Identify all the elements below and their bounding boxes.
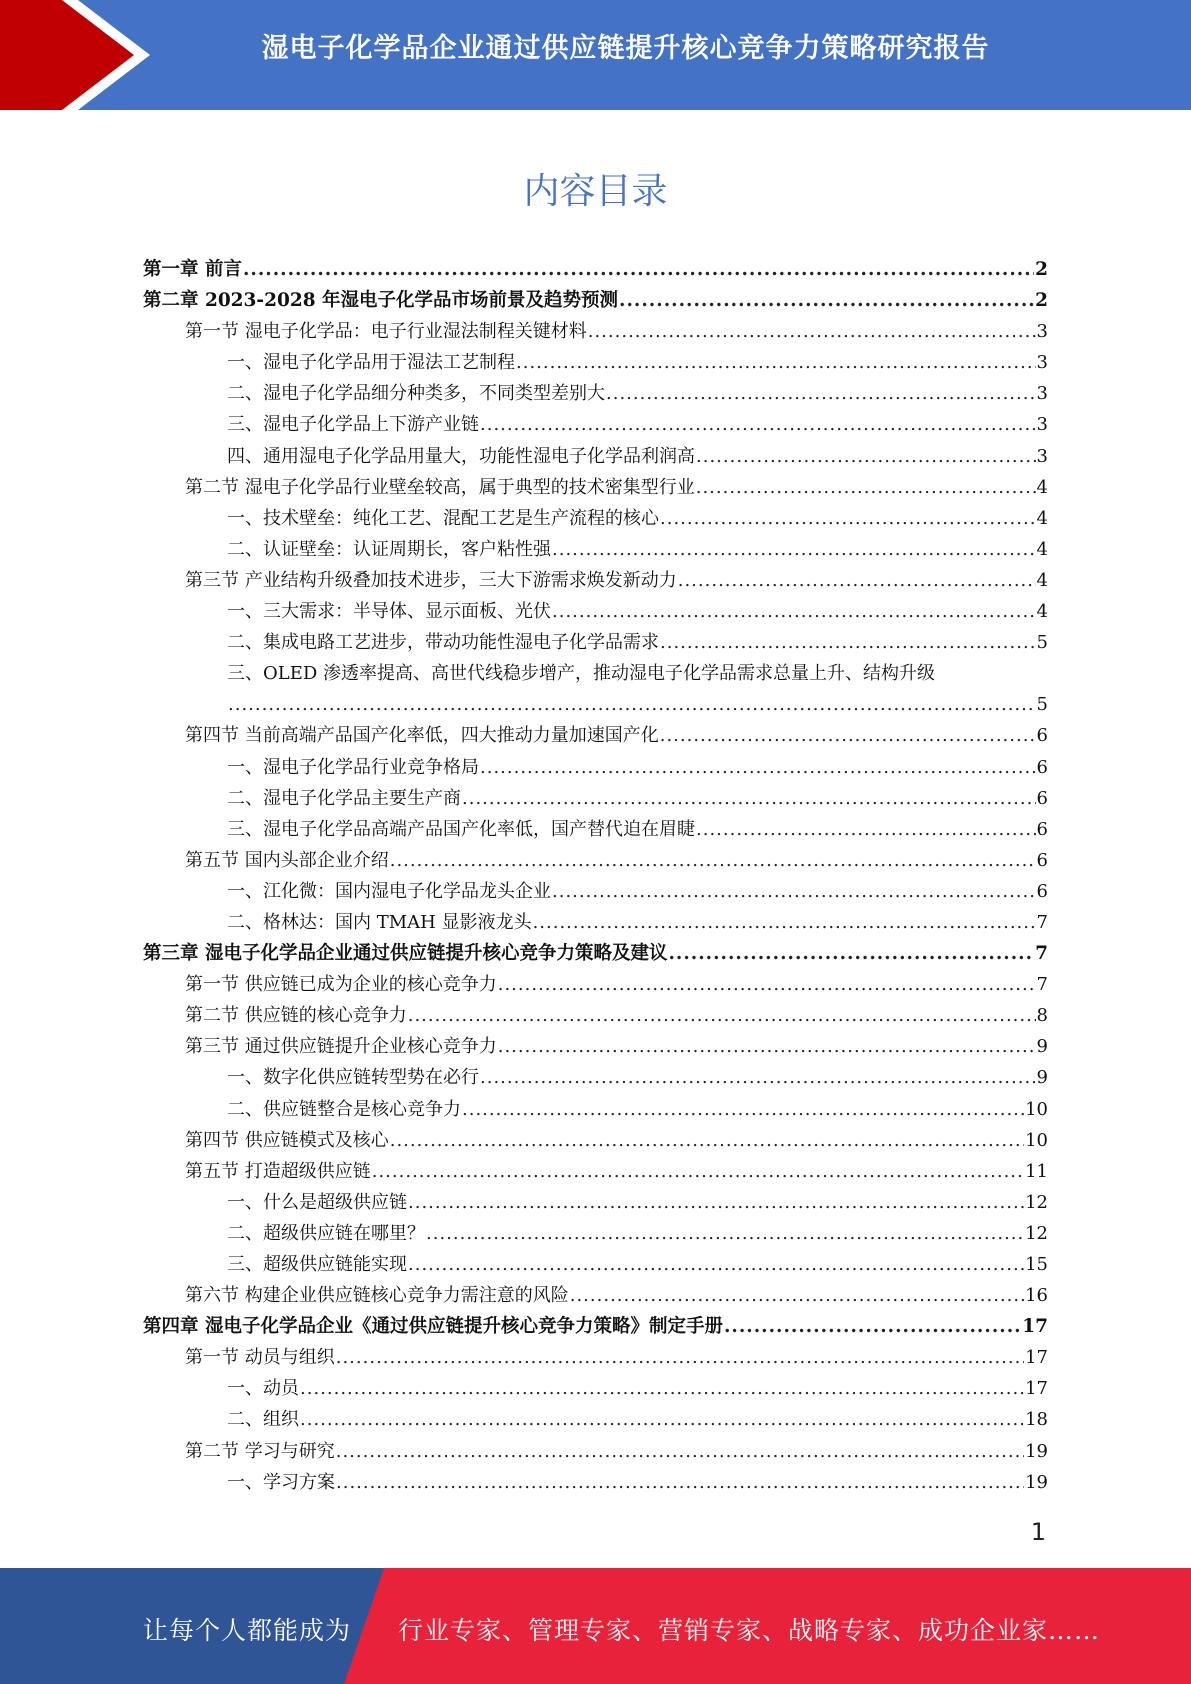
toc-entry[interactable] (143, 534, 1048, 565)
toc-leader-dots (300, 1404, 1024, 1435)
toc-entry[interactable] (143, 378, 1048, 409)
toc-entry[interactable] (143, 1311, 1048, 1342)
toc-entry-text: 第六节 构建企业供应链核心竞争力需注意的风险 (185, 1285, 569, 1307)
toc-entry-text: 第一章 前言 (143, 259, 242, 280)
toc-entry[interactable] (143, 409, 1048, 440)
toc-leader-dots (480, 1062, 1036, 1093)
page-number: 1 (1030, 1518, 1046, 1546)
toc-entry[interactable] (143, 1404, 1048, 1435)
toc-entry[interactable] (143, 1125, 1048, 1156)
toc-entry-text: 二、组织 (227, 1409, 299, 1431)
report-title: 湿电子化学品企业通过供应链提升核心竞争力策略研究报告 (261, 33, 990, 64)
toc-entry-text: 二、格林达：国内 TMAH 显影液龙头 (227, 911, 532, 933)
toc-entry[interactable] (143, 1436, 1048, 1467)
toc-entry-text: 第五节 打造超级供应链 (185, 1160, 371, 1182)
toc-entry-text: 二、供应链整合是核心竞争力 (227, 1098, 461, 1120)
toc-entry[interactable] (143, 1000, 1048, 1031)
toc-leader-dots (696, 814, 1036, 845)
toc-entry-text: 三、湿电子化学品高端产品国产化率低，国产替代迫在眉睫 (227, 818, 695, 840)
toc-leader-dots (480, 409, 1036, 440)
toc-entry-text: 一、湿电子化学品用于湿法工艺制程 (227, 352, 515, 374)
toc-entry[interactable] (143, 441, 1048, 472)
toc-leader-dots (408, 1187, 1024, 1218)
toc-entry[interactable] (143, 472, 1048, 503)
toc-entry[interactable] (143, 503, 1048, 534)
toc-entry-page: 4 (1036, 507, 1048, 529)
toc-entry-text: 第二节 供应链的核心竞争力 (185, 1005, 407, 1027)
toc-entry-page: 17 (1025, 1347, 1048, 1369)
toc-entry-text: 一、湿电子化学品行业竞争格局 (227, 756, 479, 778)
toc-entry-page: 19 (1025, 1471, 1048, 1493)
toc-leader-dots (372, 1156, 1024, 1187)
footer-banner (0, 1568, 1191, 1684)
toc-entry[interactable] (143, 627, 1048, 658)
toc-entry[interactable] (143, 783, 1048, 814)
toc-entry[interactable] (143, 596, 1048, 627)
toc-leader-dots (606, 378, 1036, 409)
toc-entry[interactable] (143, 814, 1048, 845)
toc-entry-page: 10 (1025, 1129, 1048, 1151)
toc-entry[interactable] (143, 1342, 1048, 1373)
toc-entry-page: 3 (1036, 352, 1048, 374)
toc-entry-text: 一、动员 (227, 1378, 299, 1400)
toc-leader-dots (462, 783, 1036, 814)
toc-entry-text: 二、湿电子化学品细分种类多，不同类型差别大 (227, 383, 605, 405)
toc-leader-dots (516, 347, 1036, 378)
toc-entry-page: 12 (1025, 1222, 1048, 1244)
toc-leader-dots (660, 720, 1036, 751)
toc-entry-text: 二、认证壁垒：认证周期长，客户粘性强 (227, 538, 551, 560)
toc-leader-dots (498, 1031, 1036, 1062)
toc-entry[interactable] (143, 1280, 1048, 1311)
toc-entry-text: 第二节 湿电子化学品行业壁垒较高，属于典型的技术密集型行业 (185, 476, 695, 498)
toc-entry-page: 4 (1036, 476, 1048, 498)
toc-entry-text: 三、湿电子化学品上下游产业链 (227, 414, 479, 436)
toc-entry[interactable] (143, 1187, 1048, 1218)
toc-entry-page: 9 (1036, 1067, 1048, 1089)
toc-leader-dots (668, 938, 1034, 969)
toc-leader-dots (336, 1436, 1024, 1467)
toc-entry-text: 二、集成电路工艺进步，带动功能性湿电子化学品需求 (227, 632, 659, 654)
toc-leader-dots (570, 1280, 1024, 1311)
toc-leader-dots (552, 596, 1036, 627)
toc-entry[interactable] (143, 1249, 1048, 1280)
toc-entry-page: 7 (1036, 911, 1048, 933)
toc-leader-dots (390, 1125, 1024, 1156)
toc-entry-text: 第一节 供应链已成为企业的核心竞争力 (185, 974, 497, 996)
toc-entry-text: 第一节 动员与组织 (185, 1347, 335, 1369)
toc-leader-dots (696, 472, 1036, 503)
toc-entry-page: 17 (1022, 1316, 1048, 1338)
toc-entry[interactable] (143, 1373, 1048, 1404)
toc-entry-page: 4 (1036, 569, 1048, 591)
toc-entry-text: 第二节 学习与研究 (185, 1440, 335, 1462)
toc-entry[interactable] (143, 316, 1048, 347)
toc-entry-text: 第五节 国内头部企业介绍 (185, 849, 389, 871)
toc-entry[interactable] (143, 565, 1048, 596)
toc-entry[interactable] (143, 1094, 1048, 1125)
table-of-contents (143, 254, 1048, 1498)
toc-entry-page: 17 (1025, 1378, 1048, 1400)
toc-entry[interactable] (143, 720, 1048, 751)
footer-slogan-right: 行业专家、管理专家、营销专家、战略专家、成功企业家…… (398, 1616, 1101, 1645)
toc-entry-text: 一、数字化供应链转型势在必行 (227, 1067, 479, 1089)
toc-entry[interactable] (143, 1062, 1048, 1093)
toc-title: 内容目录 (523, 171, 668, 212)
toc-entry-page: 2 (1035, 259, 1048, 280)
toc-entry-text: 第三节 产业结构升级叠加技术进步，三大下游需求焕发新动力 (185, 569, 677, 591)
header-bar (0, 0, 1191, 110)
toc-entry-page: 7 (1035, 943, 1048, 965)
toc-entry-page: 19 (1025, 1440, 1048, 1462)
toc-entry-page: 3 (1036, 321, 1048, 343)
toc-entry-page: 10 (1025, 1098, 1048, 1120)
toc-leader-dots (498, 969, 1036, 1000)
toc-leader-dots (408, 1000, 1036, 1031)
toc-entry-text: 一、技术壁垒：纯化工艺、混配工艺是生产流程的核心 (227, 507, 659, 529)
toc-leader-dots (243, 254, 1034, 285)
toc-entry[interactable] (143, 347, 1048, 378)
toc-entry-page: 6 (1036, 880, 1048, 902)
toc-entry[interactable] (143, 969, 1048, 1000)
toc-leader-dots (619, 285, 1034, 316)
toc-leader-dots (552, 534, 1036, 565)
toc-entry-page: 5 (1036, 694, 1048, 716)
toc-leader-dots (552, 876, 1036, 907)
toc-entry-page: 6 (1036, 849, 1048, 871)
toc-leader-dots (660, 503, 1036, 534)
toc-entry-page: 5 (1036, 632, 1048, 654)
toc-leader-dots (696, 441, 1036, 472)
toc-leader-dots (660, 627, 1036, 658)
toc-entry-page: 16 (1025, 1285, 1048, 1307)
toc-entry-text: 第四节 当前高端产品国产化率低，四大推动力量加速国产化 (185, 725, 659, 747)
toc-entry-text: 一、江化微：国内湿电子化学品龙头企业 (227, 880, 551, 902)
toc-entry-text: 第一节 湿电子化学品：电子行业湿法制程关键材料 (185, 321, 587, 343)
toc-entry[interactable] (143, 1031, 1048, 1062)
toc-entry-page: 6 (1036, 818, 1048, 840)
toc-entry-text: 四、通用湿电子化学品用量大，功能性湿电子化学品利润高 (227, 445, 695, 467)
toc-entry-text: 二、超级供应链在哪里？ (227, 1222, 425, 1244)
toc-leader-dots (588, 316, 1036, 347)
toc-leader-dots (336, 1467, 1024, 1498)
toc-entry-page: 3 (1036, 414, 1048, 436)
toc-leader-dots (390, 845, 1036, 876)
toc-leader-dots (678, 565, 1036, 596)
toc-leader-dots (533, 907, 1036, 938)
toc-entry-page: 4 (1036, 601, 1048, 623)
toc-entry-text: 第四章 湿电子化学品企业《通过供应链提升核心竞争力策略》制定手册 (143, 1316, 723, 1338)
toc-entry[interactable] (143, 876, 1048, 907)
toc-entry-page: 2 (1035, 290, 1048, 312)
toc-entry[interactable] (143, 254, 1048, 285)
header-arrow-icon (0, 0, 160, 110)
toc-entry-page: 6 (1036, 725, 1048, 747)
toc-entry[interactable] (143, 1156, 1048, 1187)
toc-entry-text: 第三节 通过供应链提升企业核心竞争力 (185, 1036, 497, 1058)
toc-entry[interactable] (143, 907, 1048, 938)
toc-entry[interactable] (143, 285, 1048, 316)
toc-leader-dots (724, 1311, 1021, 1342)
toc-entry[interactable] (143, 845, 1048, 876)
toc-entry-text: 一、三大需求：半导体、显示面板、光伏 (227, 601, 551, 623)
footer-slogan-left: 让每个人都能成为 (143, 1616, 352, 1645)
toc-entry-page: 3 (1036, 383, 1048, 405)
toc-entry[interactable] (143, 1467, 1048, 1498)
toc-entry-page: 4 (1036, 538, 1048, 560)
toc-entry-text: 第二章 2023-2028 年湿电子化学品市场前景及趋势预测 (143, 290, 619, 312)
toc-leader-dots (426, 1218, 1024, 1249)
toc-entry-page: 15 (1025, 1254, 1048, 1275)
toc-entry-page: 9 (1036, 1036, 1048, 1058)
toc-entry[interactable] (143, 1218, 1048, 1249)
toc-entry-page: 12 (1025, 1191, 1048, 1213)
toc-entry-page: 3 (1036, 445, 1048, 467)
toc-entry[interactable] (143, 938, 1048, 969)
toc-entry-page: 7 (1036, 974, 1048, 996)
toc-entry[interactable] (143, 752, 1048, 783)
toc-entry-page: 6 (1036, 756, 1048, 778)
toc-entry-text: 第三章 湿电子化学品企业通过供应链提升核心竞争力策略及建议 (143, 943, 668, 965)
toc-entry-text: 一、学习方案 (227, 1471, 335, 1493)
toc-entry-page: 11 (1025, 1160, 1048, 1182)
toc-entry-page: 18 (1025, 1409, 1048, 1431)
toc-leader-dots (336, 1342, 1024, 1373)
toc-entry-text: 一、什么是超级供应链 (227, 1191, 407, 1213)
toc-entry-page: 8 (1036, 1005, 1048, 1027)
toc-entry-leader-row (143, 689, 1048, 720)
toc-entry-text: 三、超级供应链能实现 (227, 1254, 407, 1275)
toc-leader-dots (408, 1249, 1024, 1280)
toc-leader-dots (462, 1094, 1024, 1125)
toc-entry-page: 6 (1036, 787, 1048, 809)
toc-leader-dots (480, 752, 1036, 783)
toc-leader-dots (300, 1373, 1024, 1404)
toc-entry-text: 二、湿电子化学品主要生产商 (227, 787, 461, 809)
toc-entry-text: 第四节 供应链模式及核心 (185, 1129, 389, 1151)
toc-entry-text: 三、OLED 渗透率提高、高世代线稳步增产，推动湿电子化学品需求总量上升、结构升级 (227, 663, 935, 685)
toc-entry[interactable] (143, 658, 1048, 720)
toc-leader-dots (228, 689, 1036, 720)
